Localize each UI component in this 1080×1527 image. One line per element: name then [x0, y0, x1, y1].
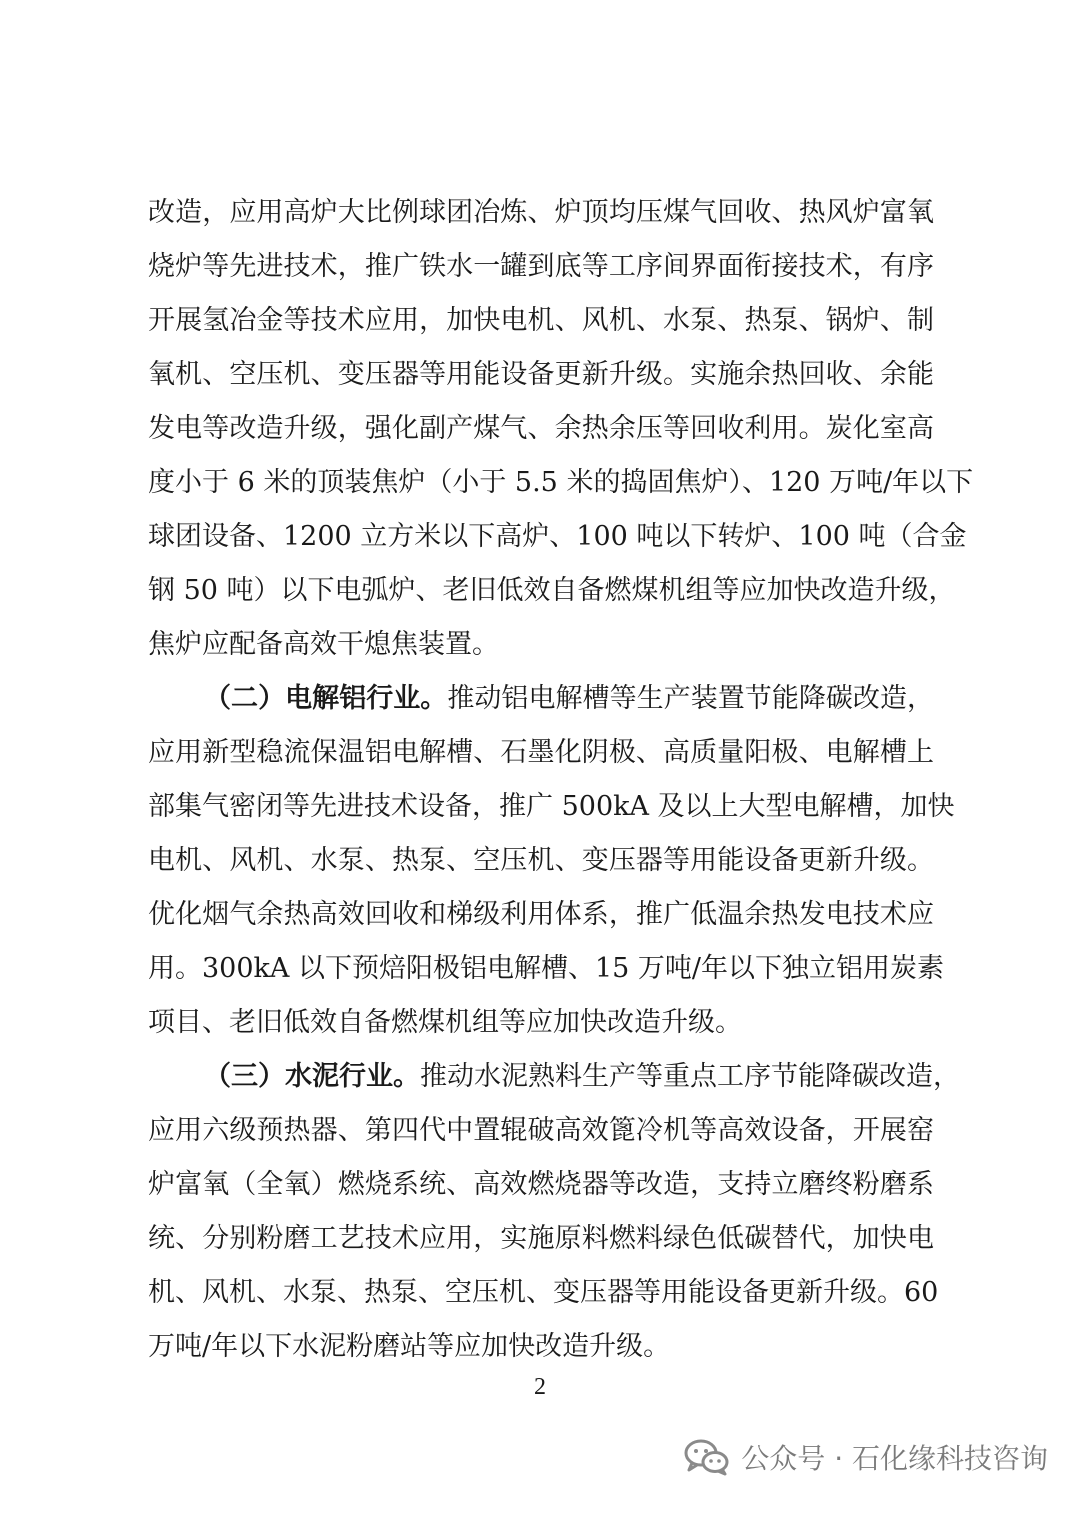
section-2-heading: （二）电解铝行业。 — [204, 683, 448, 714]
paragraph-line: 发电等改造升级，强化副产煤气、余热余压等回收利用。炭化室高 — [148, 413, 934, 444]
paragraph-line: 开展氢冶金等技术应用，加快电机、风机、水泵、热泵、锅炉、制 — [148, 305, 934, 336]
paragraph-line: 部集气密闭等先进技术设备，推广 500kA 及以上大型电解槽，加快 — [148, 791, 955, 822]
section-2-first-line — [204, 679, 934, 719]
section-2-text: 推动铝电解槽等生产装置节能降碳改造， — [447, 683, 935, 714]
paragraph-line: 氧机、空压机、变压器等用能设备更新升级。实施余热回收、余能 — [148, 359, 934, 390]
paragraph-line: 机、风机、水泵、热泵、空压机、变压器等用能设备更新升级。60 — [148, 1277, 939, 1308]
section-3-first-line — [204, 1057, 960, 1097]
paragraph-line: 用。300kA 以下预焙阳极铝电解槽、15 万吨/年以下独立铝用炭素 — [148, 953, 945, 984]
paragraph-line: 统、分别粉磨工艺技术应用，实施原料燃料绿色低碳替代，加快电 — [148, 1223, 934, 1254]
paragraph-line: 球团设备、1200 立方米以下高炉、100 吨以下转炉、100 吨（合金 — [148, 521, 967, 552]
paragraph-line: 炉富氧（全氧）燃烧系统、高效燃烧器等改造，支持立磨终粉磨系 — [148, 1169, 934, 1200]
paragraph-line: 应用新型稳流保温铝电解槽、石墨化阴极、高质量阳极、电解槽上 — [148, 737, 934, 768]
watermark — [683, 1432, 1048, 1482]
paragraph-line: 项目、老旧低效自备燃煤机组等应加快改造升级。 — [148, 1007, 742, 1038]
paragraph-line: 烧炉等先进技术，推广铁水一罐到底等工序间界面衔接技术，有序 — [148, 251, 934, 282]
paragraph-line: 应用六级预热器、第四代中置辊破高效篦冷机等高效设备，开展窑 — [148, 1115, 934, 1146]
paragraph-line: 焦炉应配备高效干熄焦装置。 — [148, 629, 499, 660]
page-number: 2 — [534, 1374, 546, 1400]
paragraph-line: 钢 50 吨）以下电弧炉、老旧低效自备燃煤机组等应加快改造升级， — [148, 575, 956, 606]
paragraph-line: 电机、风机、水泵、热泵、空压机、变压器等用能设备更新升级。 — [148, 845, 934, 876]
section-3-text: 推动水泥熟料生产等重点工序节能降碳改造， — [420, 1061, 960, 1092]
watermark-text: 公众号 · 石化缘科技咨询 — [741, 1442, 1048, 1475]
paragraph-line: 优化烟气余热高效回收和梯级利用体系，推广低温余热发电技术应 — [148, 899, 934, 930]
paragraph-line: 度小于 6 米的顶装焦炉（小于 5.5 米的捣固焦炉）、120 万吨/年以下 — [148, 467, 974, 498]
wechat-icon — [683, 1437, 731, 1477]
paragraph-line: 改造，应用高炉大比例球团冶炼、炉顶均压煤气回收、热风炉富氧 — [148, 197, 934, 228]
section-3-heading: （三）水泥行业。 — [204, 1061, 420, 1092]
paragraph-line: 万吨/年以下水泥粉磨站等应加快改造升级。 — [148, 1331, 671, 1362]
